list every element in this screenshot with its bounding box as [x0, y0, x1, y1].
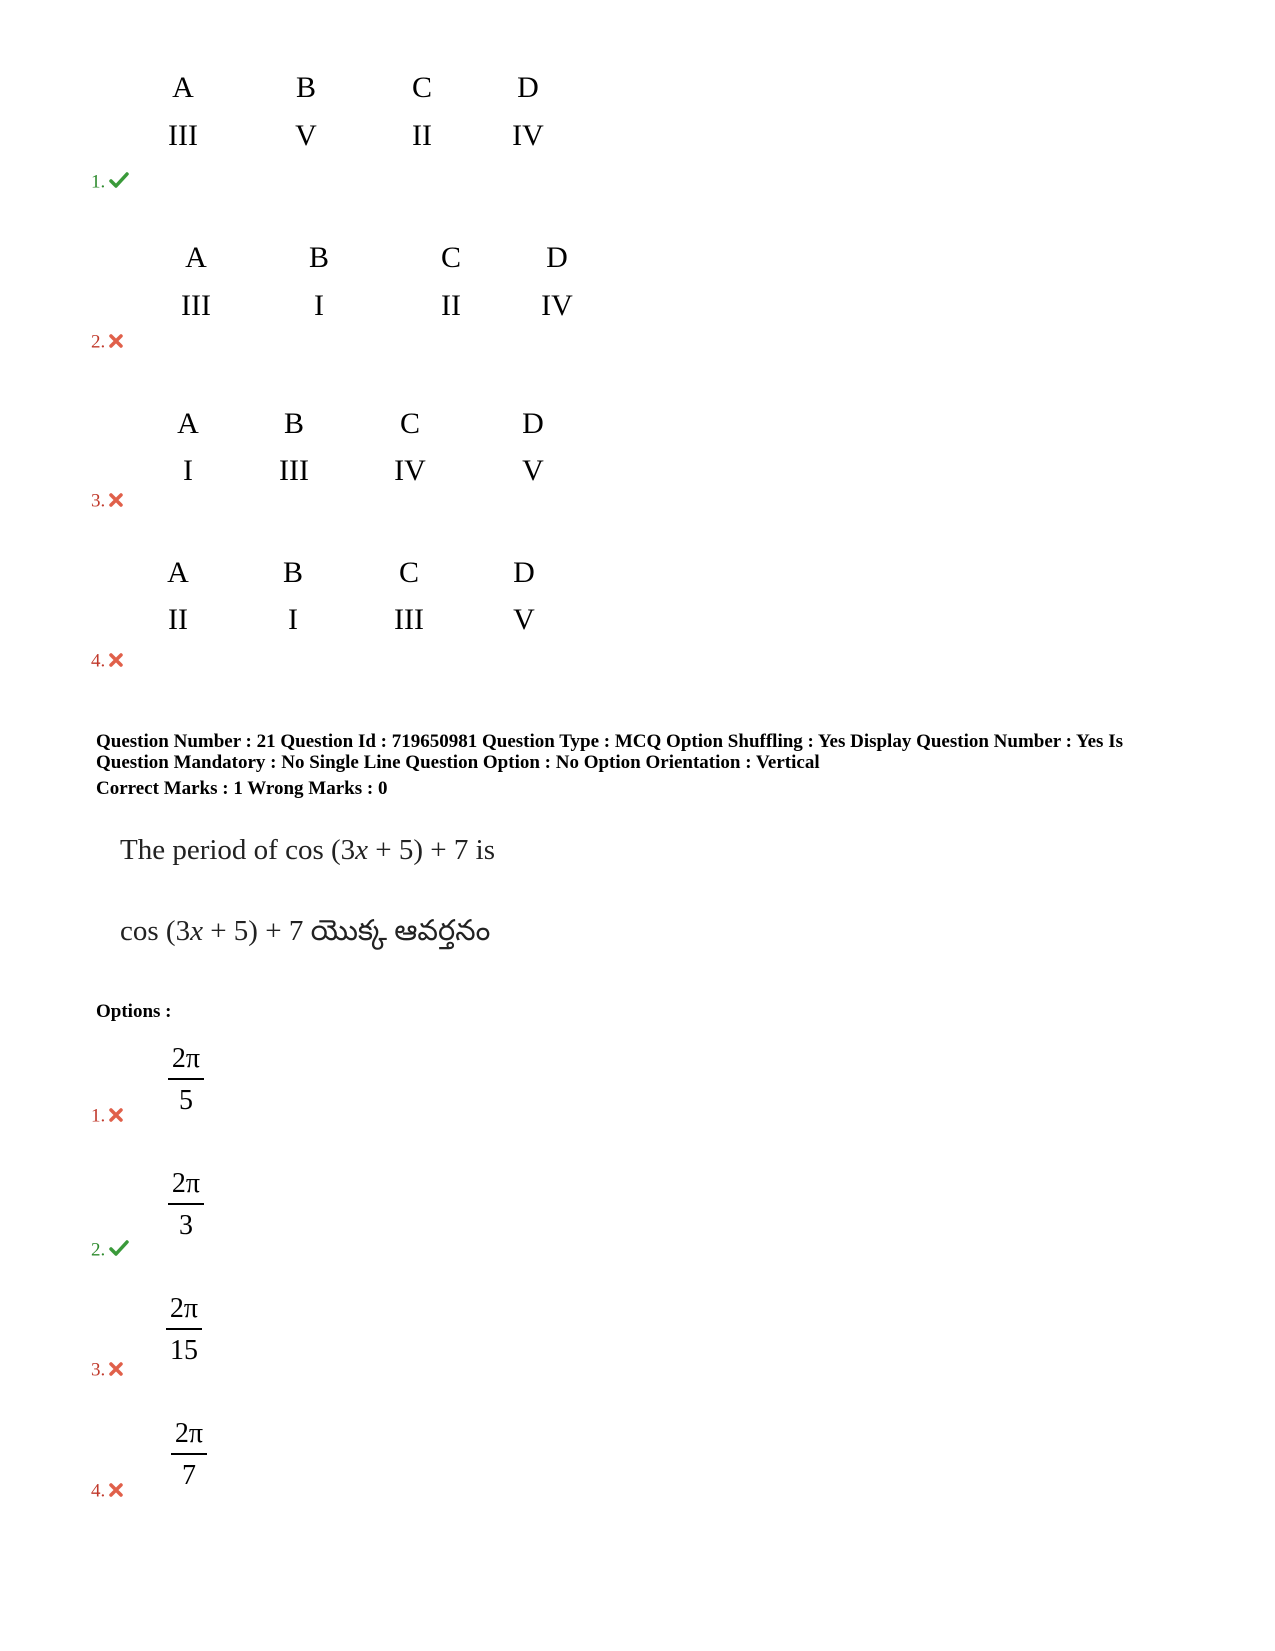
fraction-bar [166, 1328, 202, 1330]
question-text-telugu: cos (3x + 5) + 7 యొక్క ఆవర్తనం [120, 915, 491, 947]
question-text-english: The period of cos (3x + 5) + 7 is [120, 834, 495, 866]
match-header: D [546, 241, 568, 274]
match-value: I [183, 454, 193, 487]
option-number: 2. [91, 1240, 129, 1261]
match-header: C [411, 71, 433, 104]
match-value: V [522, 454, 544, 487]
match-header: B [282, 556, 304, 589]
match-header: D [517, 71, 539, 104]
cross-icon [109, 652, 123, 672]
option-number: 4. [91, 1481, 123, 1502]
option-number: 1. [91, 172, 129, 193]
fraction: 2π 15 [166, 1294, 202, 1366]
match-value: V [295, 119, 317, 152]
match-value: IV [512, 119, 544, 152]
cross-icon [109, 1482, 123, 1502]
match-value: II [441, 289, 461, 322]
fraction: 2π 3 [168, 1169, 204, 1241]
match-value: IV [541, 289, 573, 322]
match-header: C [399, 407, 421, 440]
option-number: 4. [91, 651, 123, 672]
question-meta-line-2: Question Mandatory : No Single Line Question Option : No Option Orientation : Vertical [96, 752, 820, 773]
option-number: 3. [91, 1360, 123, 1381]
match-value: II [168, 603, 188, 636]
options-label: Options : [96, 1001, 172, 1022]
match-header: D [522, 407, 544, 440]
check-icon [109, 172, 129, 193]
match-header: D [513, 556, 535, 589]
question-marks: Correct Marks : 1 Wrong Marks : 0 [96, 778, 388, 799]
match-value: I [288, 603, 298, 636]
fraction-bar [168, 1203, 204, 1205]
cross-icon [109, 1361, 123, 1381]
match-value: II [412, 119, 432, 152]
match-header: B [308, 241, 330, 274]
match-header: A [185, 241, 207, 274]
fraction: 2π 5 [168, 1044, 204, 1116]
cross-icon [109, 492, 123, 512]
match-value: III [168, 119, 198, 152]
match-value: III [181, 289, 211, 322]
option-number: 1. [91, 1106, 123, 1127]
match-header: C [440, 241, 462, 274]
match-header: B [283, 407, 305, 440]
match-value: I [314, 289, 324, 322]
cross-icon [109, 1107, 123, 1127]
match-header: A [177, 407, 199, 440]
option-number: 3. [91, 491, 123, 512]
match-header: A [167, 556, 189, 589]
match-header: A [172, 71, 194, 104]
match-value: V [513, 603, 535, 636]
match-header: B [295, 71, 317, 104]
match-value: III [394, 603, 424, 636]
match-header: C [398, 556, 420, 589]
cross-icon [109, 333, 123, 353]
fraction-bar [168, 1078, 204, 1080]
fraction-bar [171, 1453, 207, 1455]
match-value: IV [394, 454, 426, 487]
option-number: 2. [91, 332, 123, 353]
fraction: 2π 7 [171, 1419, 207, 1491]
question-meta-line-1: Question Number : 21 Question Id : 719650981 Question Type : MCQ Option Shuffling : Yes Display Question Number : Yes Is [96, 731, 1123, 752]
check-icon [109, 1240, 129, 1261]
match-value: III [279, 454, 309, 487]
